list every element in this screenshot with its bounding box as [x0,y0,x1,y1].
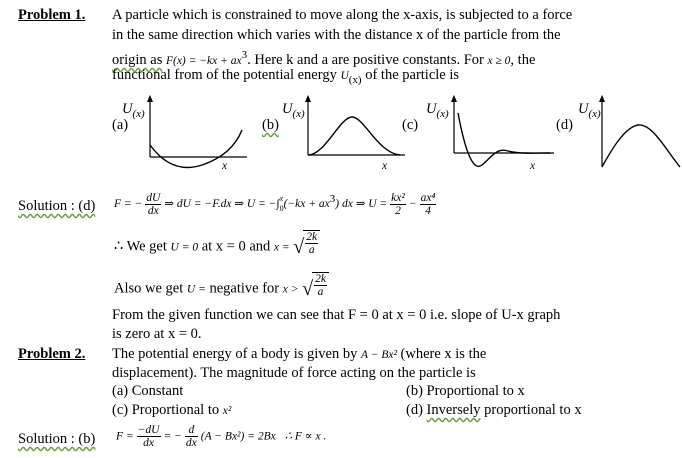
graph-b-svg [300,95,410,180]
solution-2-label: Solution : (b) [18,431,96,447]
problem-2-label: Problem 2. [18,346,86,362]
solution-1-line-4: From the given function we can see that F = 0 at x = 0 i.e. slope of U-x graph [112,307,561,323]
problem-1-line-1: A particle which is constrained to move along the x-axis, is subjected to a force [112,7,573,23]
graph-c-axis-label: $U_{(x)}$ [426,101,449,120]
graph-a-axis-label: $U_{(x)}$ [122,101,145,120]
graph-c-x-label: x [530,160,536,172]
graph-a-svg [112,95,252,180]
solution-1-line-5: is zero at x = 0. [112,326,202,342]
solution-1-line-2: ∴ We get U = 0 at x = 0 and x = √ $\frac{2k}{a}$ [114,234,320,260]
graph-c-label: (c) [402,117,419,133]
graph-b-axis-label: $U_{(x)}$ [282,101,305,120]
force-formula: F(x) = −kx + ax [165,54,242,67]
problem-2-option-b: (b) Proportional to x [406,383,525,399]
graph-d-label: (d) [556,117,573,133]
graph-a-label: (a) [112,117,129,133]
problem-2-option-a: (a) Constant [112,383,184,399]
graph-b-label: (b) [262,117,279,133]
solution-1-label: Solution : (d) [18,198,96,214]
graph-b-x-label: x [382,160,388,172]
solution-1-line-3: Also we get U = negative for x > √ $\frac{2k}{a}$ [114,276,329,302]
solution-2-equation: F = $\frac{-dU}{dx}$ = − $\frac{d}{dx}$ (A − Bx²) = 2Bx ∴ F ∝ x . [116,424,327,449]
graph-d-axis-label: $U_{(x)}$ [578,101,601,120]
problem-1-line-4: functional from of the potential energy $U_{(x)}$ of the particle is [112,67,460,86]
graph-a-x-label: x [222,160,228,172]
problem-1-line-3: origin as $F(x) = -kx + ax^3$. Here k and a are positive constants. For x ≥ 0, the [112,49,536,68]
problem-2-line-1: The potential energy of a body is given by A − Bx² (where x is the [112,346,487,362]
solution-1-equation: F = − $\frac{dU}{dx}$ ⇒ dU = −F.dx ⇒ U = −∫ x 0 $(-kx + ax^3)$ dx ⇒ U = $\frac{\text{kx²}}{2}$ − $\frac{\text{ax⁴}}{4}$ [114,191,436,217]
problem-2-option-d: (d) Inversely proportional to x [406,402,582,418]
problem-2-option-c: (c) Proportional to x² [112,402,232,418]
graph-c-svg [446,95,556,180]
problem-1-label: Problem 1. [18,7,86,23]
problem-1-line-2: in the same direction which varies with the distance x of the particle from the [112,27,561,43]
problem-2-line-2: displacement). The magnitude of force acting on the particle is [112,365,476,381]
condition-formula: x ≥ 0 [487,54,511,67]
graph-d-svg [594,95,682,180]
